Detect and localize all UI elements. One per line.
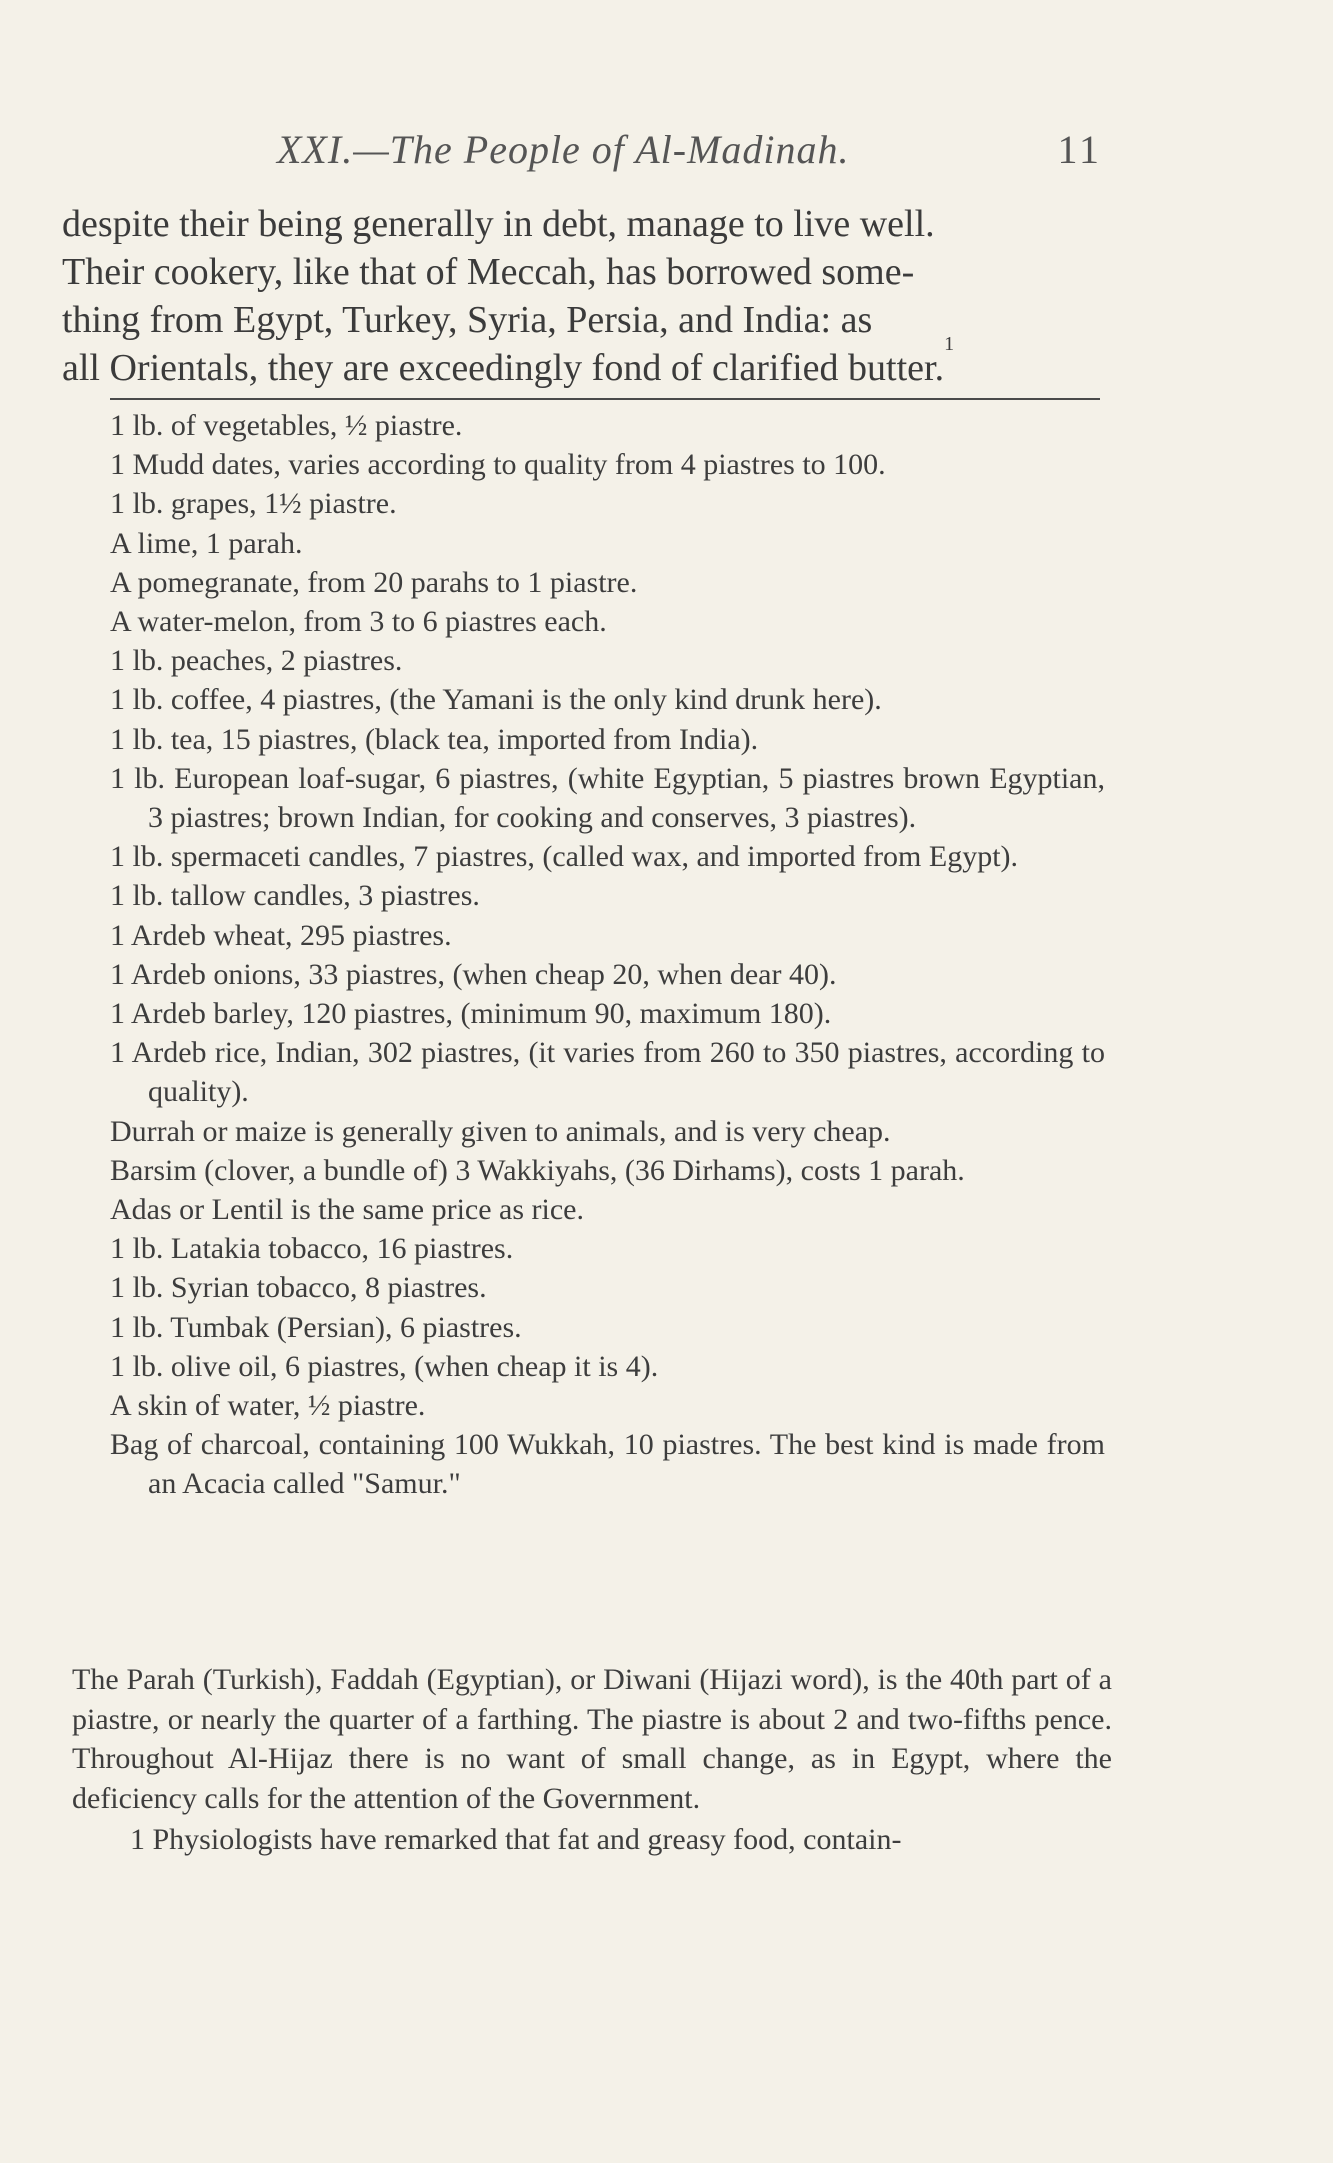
price-list-item: 1 lb. olive oil, 6 piastres, (when cheap it is 4). [110,1349,659,1383]
price-list-item: 1 lb. European loaf-sugar, 6 piastres, (white Egyptian, 5 piastres brown Egyptian, 3 piastres; brown Indian, for cooking and conserves, 3 piastres). [110,761,1105,835]
price-list-item: 1 lb. peaches, 2 piastres. [110,644,403,678]
price-list-item: 1 lb. coffee, 4 piastres, (the Yamani is the only kind drunk here). [110,683,882,717]
body-paragraph [62,200,1102,392]
body-line: all Orientals, they are exceedingly fond of clarified butter. 1 [62,344,1102,392]
page-number: 11 [1057,127,1102,172]
chapter-title: XXI.—The People of Al-Madinah. [277,127,850,172]
price-list-item: Adas or Lentil is the same price as rice. [110,1193,584,1227]
price-list-item: Bag of charcoal, containing 100 Wukkah, 10 piastres. The best kind is made from an Acacia called "Samur." [110,1428,1105,1501]
price-list-item: A skin of water, ½ piastre. [110,1389,426,1423]
price-list-item: 1 Ardeb onions, 33 piastres, (when cheap 20, when dear 40). [110,957,837,991]
price-list-item: 1 lb. tallow candles, 3 piastres. [110,879,480,913]
price-list-item: A pomegranate, from 20 parahs to 1 piastre. [110,565,638,599]
footnote: 1 Physiologists have remarked that fat and greasy food, contain- [130,1823,902,1856]
body-line: Their cookery, like that of Meccah, has borrowed some- [62,251,915,293]
price-list-item: 1 Ardeb rice, Indian, 302 piastres, (it varies from 260 to 350 piastres, according to quality). [110,1036,1105,1109]
price-list-item: 1 Ardeb barley, 120 piastres, (minimum 90, maximum 180). [110,997,832,1031]
price-list-item: 1 Mudd dates, varies according to quality from 4 piastres to 100. [110,448,886,482]
price-list-item: Durrah or maize is generally given to animals, and is very cheap. [110,1114,891,1148]
footnote-marker: 1 [944,333,955,355]
price-list-item: 1 lb. Tumbak (Persian), 6 piastres. [110,1310,522,1344]
price-list-item: 1 lb. spermaceti candles, 7 piastres, (called wax, and imported from Egypt). [110,840,1019,874]
price-list-item: A lime, 1 parah. [110,526,303,560]
price-list-item: A water-melon, from 3 to 6 piastres each. [110,605,607,639]
price-list-item: 1 lb. Syrian tobacco, 8 piastres. [110,1271,487,1305]
price-list-item: 1 lb. Latakia tobacco, 16 piastres. [110,1232,514,1266]
body-line: thing from Egypt, Turkey, Syria, Persia, and India: as [62,299,873,341]
price-list-item: 1 lb. tea, 15 piastres, (black tea, imported from India). [110,722,759,756]
section-rule [110,398,1100,400]
price-list-item: 1 lb. grapes, 1½ piastre. [110,487,397,521]
price-list-item: Barsim (clover, a bundle of) 3 Wakkiyahs, (36 Dirhams), costs 1 parah. [110,1153,965,1187]
price-list-item: 1 lb. of vegetables, ½ piastre. [110,409,463,442]
closing-section [72,1660,1112,1860]
price-list-item: 1 Ardeb wheat, 295 piastres. [110,918,452,952]
price-list [110,406,1105,1504]
closing-paragraph: The Parah (Turkish), Faddah (Egyptian), or Diwani (Hijazi word), is the 40th part of a piastre, or nearly the quarter of a farthing. The piastre is about 2 and two-fifths pence. Throughout Al-Hijaz there is no want of small change, as in Egypt, where the deficiency calls for the attention of the Government. [72,1663,1112,1815]
body-line: despite their being generally in debt, manage to live well. [62,203,935,245]
running-head [62,118,1102,178]
